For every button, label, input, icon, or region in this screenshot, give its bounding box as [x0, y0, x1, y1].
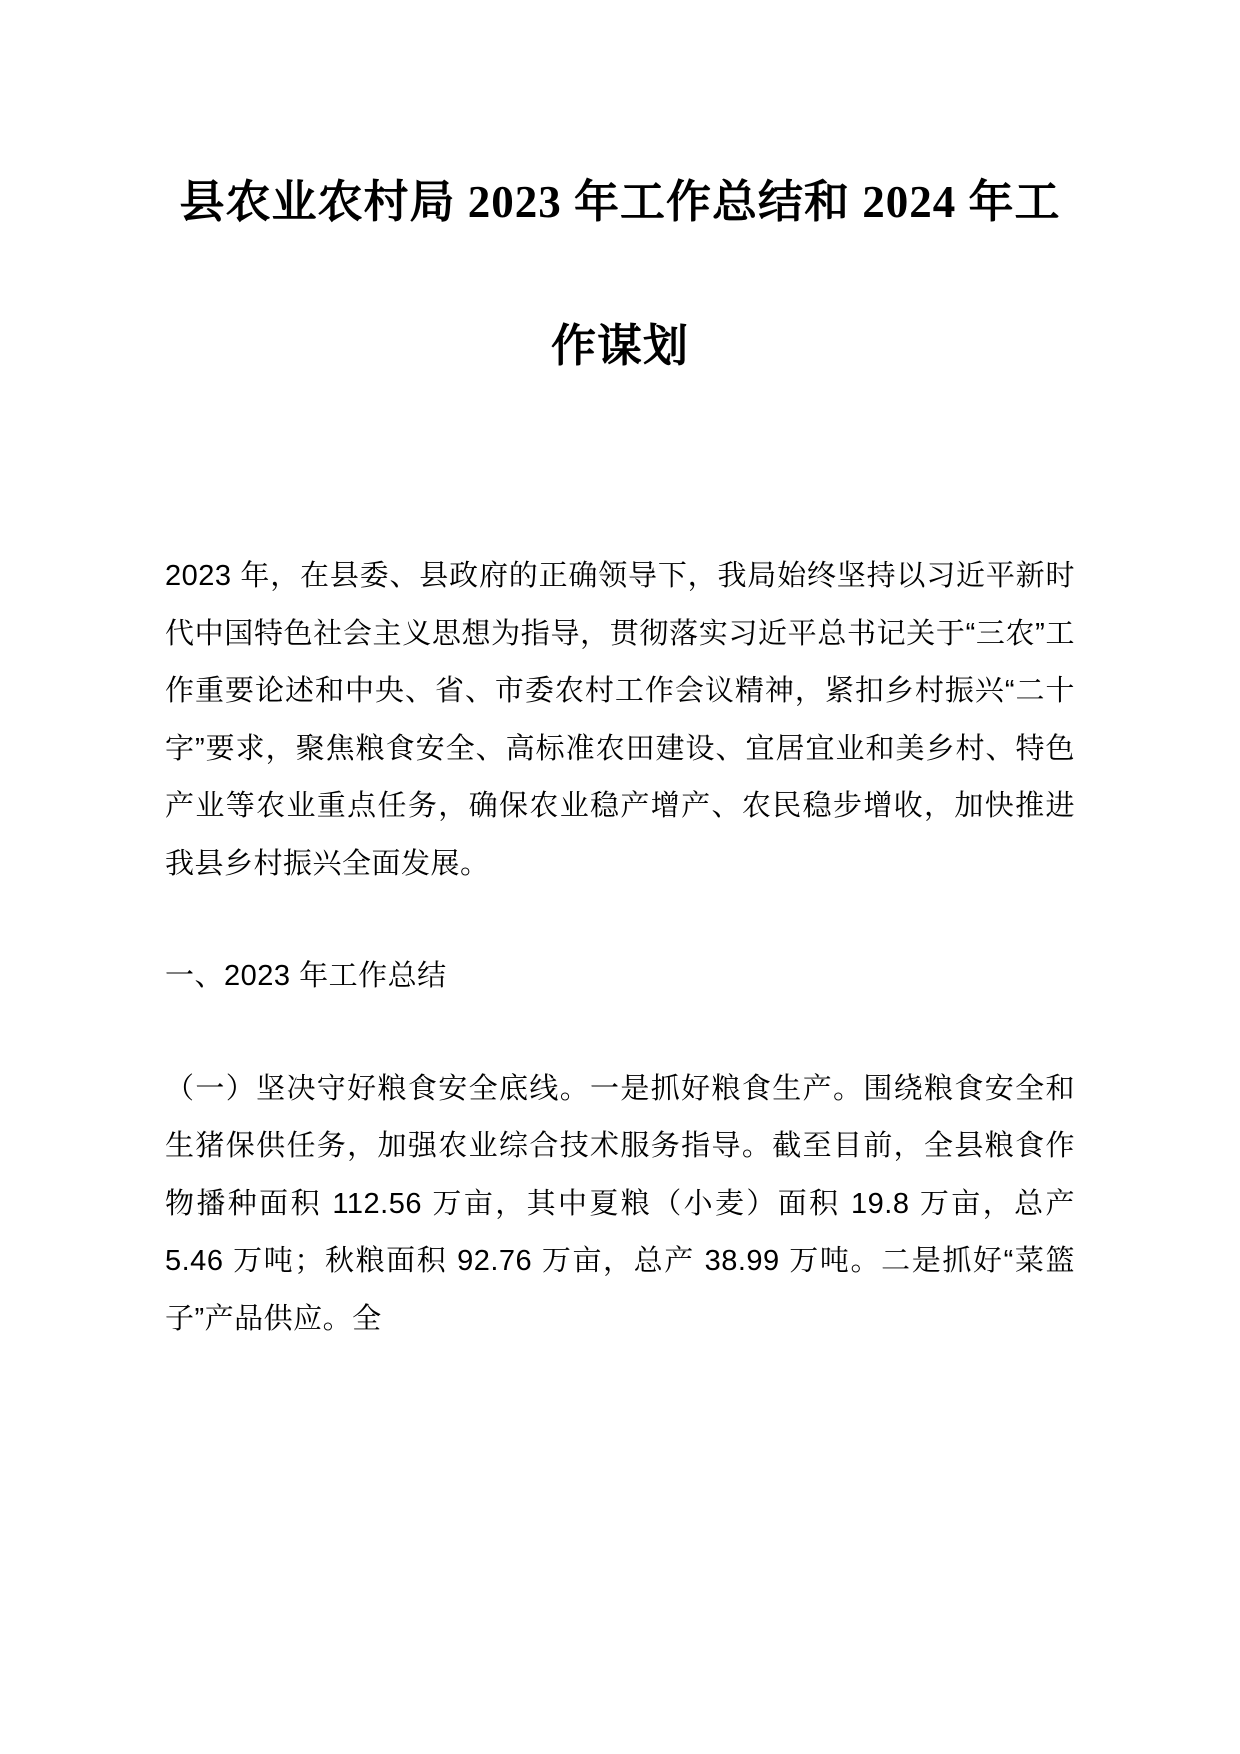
intro-paragraph: 2023 年，在县委、县政府的正确领导下，我局始终坚持以习近平新时代中国特色社会主义思想为指导，贯彻落实习近平总书记关于“三农”工作重要论述和中央、省、市委农村工作会议精神，紧扣乡村振兴“二十字”要求，聚焦粮食安全、高标准农田建设、宜居宜业和美乡村、特色产业等农业重点任务，确保农业稳产增产、农民稳步增收，加快推进我县乡村振兴全面发展。 — [165, 560, 1075, 880]
document-title: 县农业农村局 2023 年工作总结和 2024 年工作谋划 — [179, 177, 1061, 371]
section-1-heading: 一、2023 年工作总结 — [165, 960, 447, 992]
section-1-paragraph-1: （一）坚决守好粮食安全底线。一是抓好粮食生产。围绕粮食安全和生猪保供任务，加强农业综合技术服务指导。截至目前，全县粮食作物播种面积 112.56 万亩，其中夏粮（小麦）面积 19.8 万亩，总产 5.46 万吨；秋粮面积 92.76 万亩，总产 38.99 万吨。二是抓好“菜篮子”产品供应。全 — [165, 1072, 1075, 1335]
